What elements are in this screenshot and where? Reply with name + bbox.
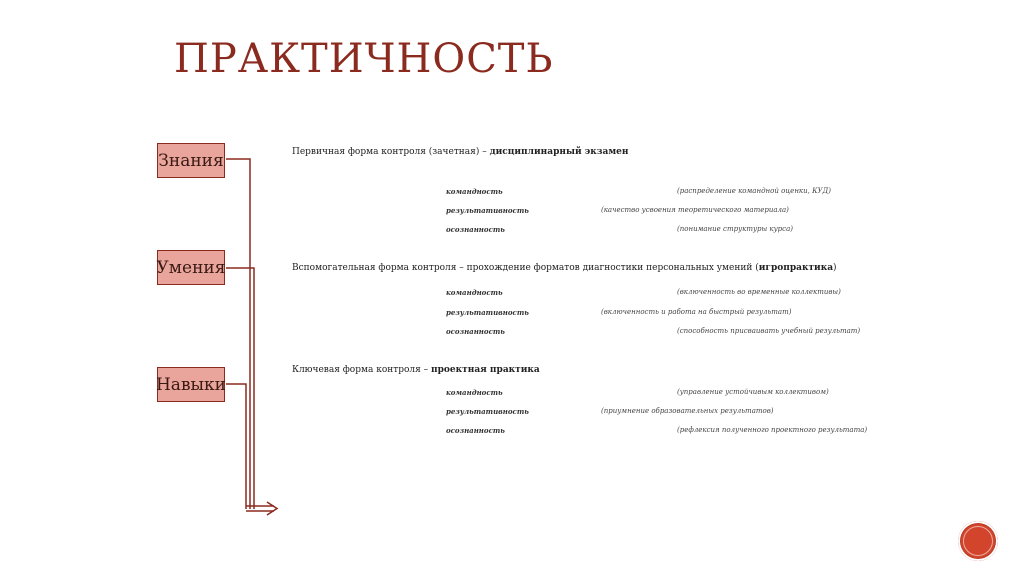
criterion-description: (приумнение образовательных результатов) — [601, 407, 774, 415]
criterion-description: (включенность и работа на быстрый результат) — [601, 308, 792, 316]
criterion-label: осознанность — [446, 327, 505, 336]
slide-nav-button[interactable] — [958, 521, 998, 561]
criterion-description: (управление устойчивым коллективом) — [677, 388, 829, 396]
criterion-description: (понимание структуры курса) — [677, 225, 793, 233]
label-znaniya: Знания — [157, 143, 225, 178]
criterion-label: командность — [446, 388, 503, 397]
label-navyki: Навыки — [157, 367, 225, 402]
criterion-description: (способность присваивать учебный результат) — [677, 327, 861, 335]
section-heading: Первичная форма контроля (зачетная) – дисциплинарный экзамен — [292, 147, 629, 157]
criterion-label: осознанность — [446, 426, 505, 435]
criterion-label: командность — [446, 288, 503, 297]
criterion-label: осознанность — [446, 225, 505, 234]
section-heading: Вспомогательная форма контроля – прохождение форматов диагностики персональных умений (игропрактика) — [292, 263, 837, 273]
criterion-label: результативность — [446, 407, 529, 416]
criterion-description: (качество усвоения теоретического материала) — [601, 206, 789, 214]
criterion-description: (включенность во временные коллективы) — [677, 288, 841, 296]
criterion-description: (распределение командной оценки, КУД) — [677, 187, 831, 195]
criterion-label: результативность — [446, 206, 529, 215]
criterion-label: результативность — [446, 308, 529, 317]
slide-title: ПРАКТИЧНОСТЬ — [174, 36, 554, 82]
criterion-description: (рефлексия полученного проектного результата) — [677, 426, 868, 434]
label-umeniya: Умения — [157, 250, 225, 285]
section-heading: Ключевая форма контроля – проектная практика — [292, 365, 540, 375]
criterion-label: командность — [446, 187, 503, 196]
